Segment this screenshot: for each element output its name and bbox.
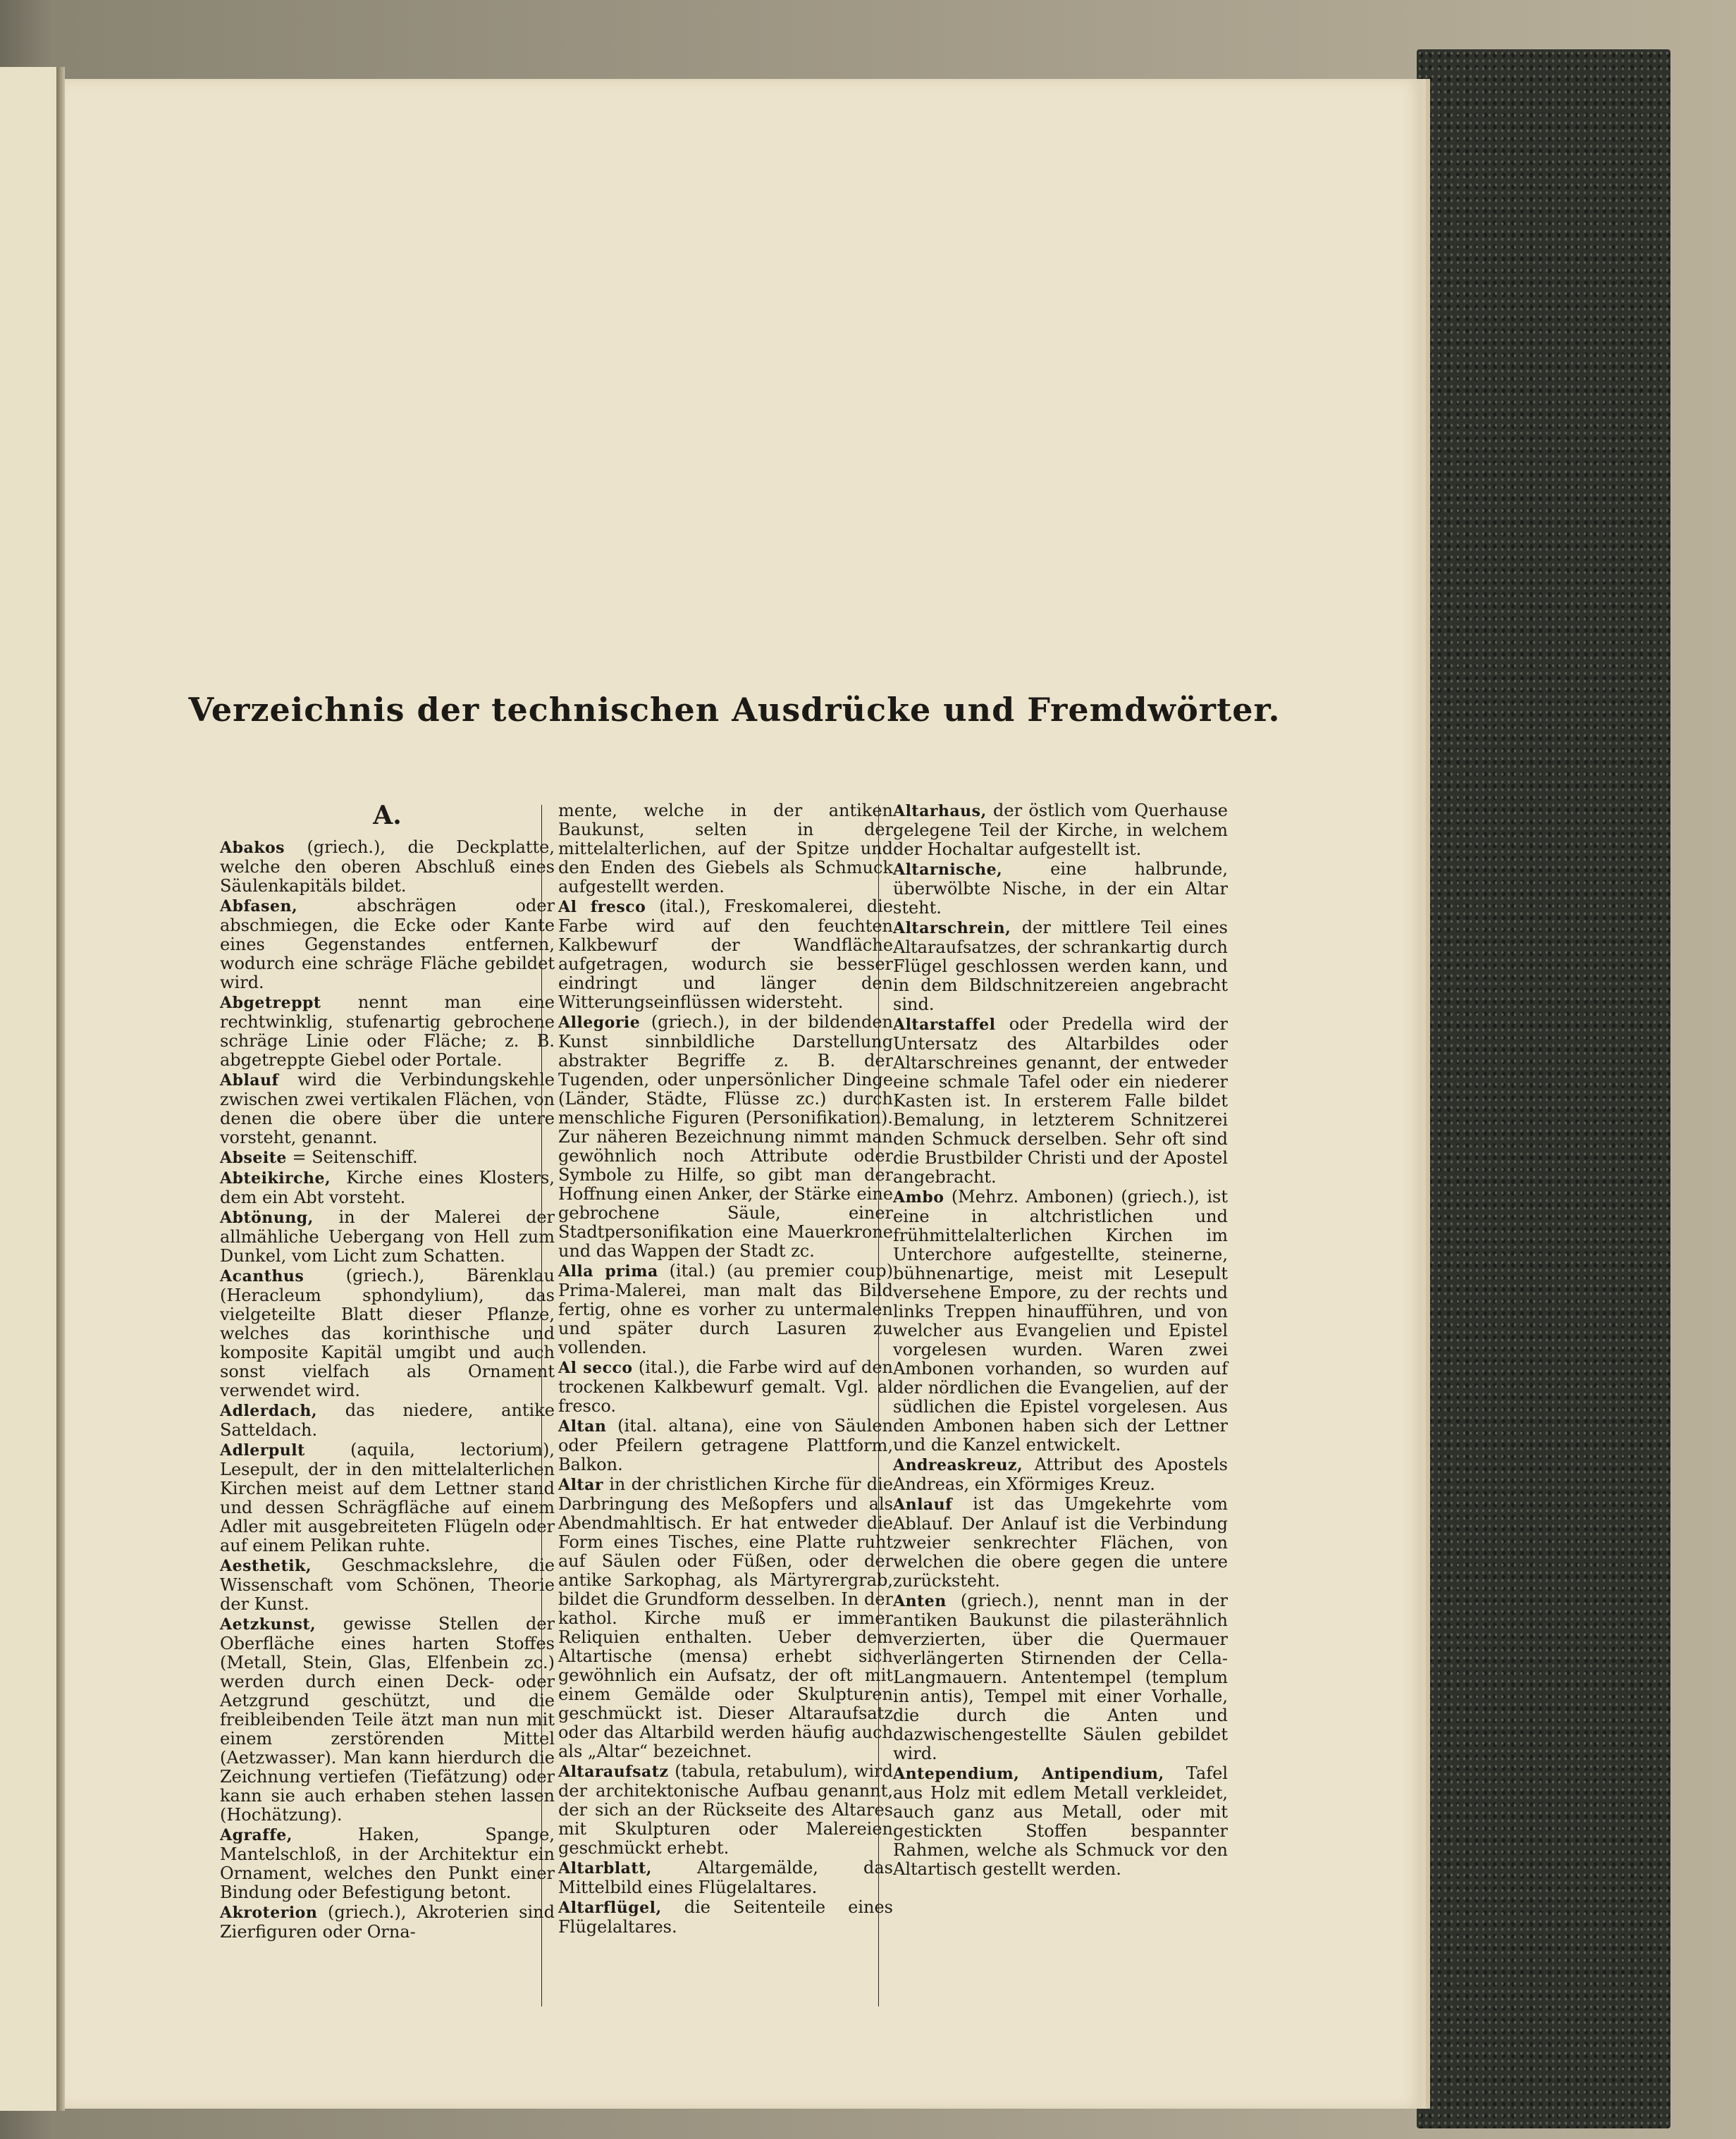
- entry-term: Anlauf: [893, 1496, 953, 1514]
- entry-definition: ist das Umgekehrte vom Ablauf. Der Anlauf ist die Verbindung zweier senkrechter Flächen, von welchen die obere gegen die untere zurücksteht.: [893, 1494, 1228, 1591]
- entry-definition: Geschmackslehre, die Wissenschaft vom Schönen, Theorie der Kunst.: [220, 1555, 555, 1614]
- column-1: [220, 801, 555, 1942]
- entry-term: Allegorie: [558, 1013, 641, 1032]
- entry-definition: eine halbrunde, überwölbte Nische, in der ein Altar steht.: [893, 859, 1228, 918]
- left-page-edge: [0, 67, 58, 2111]
- entry-term: Aesthetik,: [220, 1557, 312, 1575]
- entry-definition: nennt man eine rechtwinklig, stufenartig gebrochene schräge Linie oder Fläche; z. B. abgetreppte Giebel oder Portale.: [220, 992, 555, 1070]
- entry-definition: = Seitenschiff.: [292, 1147, 418, 1167]
- glossary-entry: [558, 1475, 893, 1761]
- entry-definition: (aquila, lectorium), Lesepult, der in den mittelalterlichen Kirchen meist auf dem Lettner stand und dessen Schrägfläche auf einem Adler mit ausgebreiteten Flügeln oder auf einem Pelikan ruhte.: [220, 1440, 555, 1555]
- entry-definition: Tafel aus Holz mit edlem Metall verkleidet, auch ganz aus Metall, oder mit gestickten Stoffen bespannter Rahmen, welche als Schmuck vor den Altartisch gestellt werden.: [893, 1763, 1228, 1879]
- glossary-entry: [893, 860, 1228, 918]
- glossary-entry: [893, 1188, 1228, 1455]
- entry-term: Anten: [893, 1592, 947, 1610]
- glossary-entry: [893, 1764, 1228, 1879]
- entry-list: [893, 801, 1228, 1879]
- entry-term: Altarflügel,: [558, 1899, 662, 1917]
- entry-definition: abschrägen oder abschmiegen, die Ecke oder Kante eines Gegenstandes entfernen, wodurch eine schräge Fläche gebildet wird.: [220, 896, 555, 992]
- column-3: [893, 801, 1228, 1880]
- entry-definition: (ital. altana), eine von Säulen oder Pfeilern getragene Plattform, Balkon.: [558, 1416, 893, 1474]
- entry-term: Agraffe,: [220, 1826, 293, 1844]
- entry-term: Antependium, Antipendium,: [893, 1765, 1164, 1783]
- entry-definition: oder Predella wird der Untersatz des Altarbildes oder Altarschreines genannt, der entweder eine schmale Tafel oder ein niederer Kasten ist. In ersterem Falle bildet Bemalung, in letzterem Schnitzerei den Schmuck derselben. Sehr oft sind die Brustbilder Christi und der Apostel angebracht.: [893, 1014, 1228, 1187]
- entry-definition: Altargemälde, das Mittelbild eines Flügelaltares.: [558, 1858, 893, 1897]
- entry-term: Adlerpult: [220, 1441, 305, 1460]
- entry-term: Abteikirche,: [220, 1169, 331, 1188]
- entry-term: Abseite: [220, 1149, 287, 1167]
- glossary-entry: [220, 1148, 555, 1168]
- entry-term: Akroterion: [220, 1904, 318, 1922]
- glossary-entry: [893, 1495, 1228, 1591]
- entry-term: Altarblatt,: [558, 1859, 652, 1878]
- entry-definition: (griech.), Bärenklau (Heracleum sphondylium), das vielgeteilte Blatt dieser Pflanze, welches das korinthische und komposite Kapitäl umgibt und auch sonst vielfach als Ornament verwendet wird.: [220, 1266, 555, 1400]
- glossary-entry: [220, 1071, 555, 1147]
- entry-definition: (ital.), Freskomalerei, die Farbe wird auf den feuchten Kalkbewurf der Wandfläche aufgetragen, wodurch sie besser eindringt und länger den Witterungseinflüssen widersteht.: [558, 896, 893, 1012]
- glossary-entry: [220, 838, 555, 896]
- glossary-entry: [893, 801, 1228, 859]
- entry-definition: Kirche eines Klosters, dem ein Abt vorsteht.: [220, 1168, 555, 1207]
- entry-definition: (griech.), in der bildenden Kunst sinnbildliche Darstellung abstrakter Begriffe z. B. der Tugenden, oder unpersönlicher Dinge (Länder, Städte, Flüsse zc.) durch menschliche Figuren (Personifikation). Zur näheren Bezeichnung nimmt man gewöhnlich noch Attribute oder Symbole zu Hilfe, so gibt man der Hoffnung einen Anker, der Stärke eine gebrochene Säule, einer Stadtpersonifikation eine Mauerkrone und das Wappen der Stadt zc.: [558, 1012, 893, 1261]
- entry-definition: (tabula, retabulum), wird der architektonische Aufbau genannt, der sich an der Rückseite des Altares mit Skulpturen oder Malereien geschmückt erhebt.: [558, 1761, 893, 1858]
- entry-term: Adlerdach,: [220, 1402, 318, 1420]
- entry-definition: (griech.), Akroterien sind Zierfiguren oder Orna-: [220, 1902, 555, 1942]
- book-page: [65, 79, 1422, 2109]
- entry-term: Al fresco: [558, 898, 646, 916]
- entry-definition: Haken, Spange, Mantelschloß, in der Architektur ein Ornament, welches den Punkt einer Bindung oder Befestigung betont.: [220, 1825, 555, 1902]
- entry-term: Abakos: [220, 839, 285, 857]
- glossary-entry: [220, 993, 555, 1070]
- glossary-entry: [893, 918, 1228, 1014]
- entry-definition: die Seitenteile eines Flügelaltares.: [558, 1897, 893, 1937]
- entry-definition: wird die Verbindungskehle zwischen zwei vertikalen Flächen, von denen die obere über die untere vorsteht, genannt.: [220, 1070, 555, 1147]
- entry-definition: gewisse Stellen der Oberfläche eines harten Stoffes (Metall, Stein, Glas, Elfenbein zc.) werden durch einen Deck- oder Aetzgrund geschützt, und die freibleibenden Teile ätzt man nun mit einem zerstörenden Mittel (Aetzwasser). Man kann hierdurch die Zeichnung vertiefen (Tiefätzung) oder kann sie auch erhaben stehen lassen (Hochätzung).: [220, 1614, 555, 1825]
- glossary-entry: [220, 1556, 555, 1614]
- entry-definition: das niedere, antike Satteldach.: [220, 1400, 555, 1440]
- glossary-entry: [558, 1358, 893, 1416]
- entry-definition: (ital.), die Farbe wird auf den trockenen Kalkbewurf gemalt. Vgl. al fresco.: [558, 1357, 893, 1416]
- entry-term: Andreaskreuz,: [893, 1456, 1023, 1474]
- entry-term: Ablauf: [220, 1071, 279, 1090]
- glossary-entry: [220, 1903, 555, 1942]
- entry-definition: der mittlere Teil eines Altaraufsatzes, der schrankartig durch Flügel geschlossen werden kann, und in dem Bildschnitzereien angebracht sind.: [893, 918, 1228, 1014]
- entry-definition: (ital.) (au premier coup) Prima-Malerei, man malt das Bild fertig, ohne es vorher zu untermalen und später durch Lasuren zu vollenden.: [558, 1261, 893, 1357]
- glossary-entry: [220, 1825, 555, 1902]
- glossary-entry: [893, 1591, 1228, 1763]
- section-letter: A.: [373, 801, 402, 830]
- glossary-entry: [558, 1417, 893, 1474]
- entry-term: Altan: [558, 1417, 607, 1436]
- glossary-entry: [220, 1266, 555, 1400]
- glossary-entry: [220, 1441, 555, 1555]
- book-cover-edge: [1417, 49, 1670, 2128]
- glossary-entry: [558, 1858, 893, 1897]
- entry-definition: (Mehrz. Ambonen) (griech.), ist eine in altchristlichen und frühmittelalterlichen Kirchen im Unterchore aufgestellte, steinerne, bühnenartige, meist mit Lesepult versehene Empore, zu der rechts und links Treppen hinaufführen, und von welcher aus Evangelien und Epistel vorgelesen wurden. Waren zwei Ambonen vorhanden, so wurden auf der nördlichen die Evangelien, auf der südlichen die Epistel vorgelesen. Aus den Ambonen haben sich der Lettner und die Kanzel entwickelt.: [893, 1187, 1228, 1455]
- glossary-entry: [893, 1015, 1228, 1187]
- glossary-entry: [220, 1615, 555, 1825]
- entry-list: [220, 838, 555, 1942]
- entry-definition: in der christlichen Kirche für die Darbringung des Meßopfers und als Abendmahltisch. Er hat entweder die Form eines Tisches, eine Platte ruht auf Säulen oder Füßen, oder der antike Sarkophag, als Märtyrergrab, bildet die Grundform desselben. In der kathol. Kirche muß er immer Reliquien enthalten. Ueber dem Altartische (mensa) erhebt sich gewöhnlich ein Aufsatz, der oft mit einem Gemälde oder Skulpturen geschmückt ist. Dieser Altaraufsatz oder das Altarbild werden häufig auch als „Altar“ bezeichnet.: [558, 1474, 893, 1761]
- glossary-entry: [220, 1401, 555, 1440]
- glossary-entry: [220, 896, 555, 992]
- entry-term: Ambo: [893, 1188, 944, 1207]
- entry-definition: (griech.), nennt man in der antiken Baukunst die pilasterähnlich verzierten, über die Quermauer verlängerten Stirnenden der Cella-Langmauern. Antentempel (templum in antis), Tempel mit einer Vorhalle, die durch die Anten und dazwischengestellte Säulen gebildet wird.: [893, 1591, 1228, 1763]
- entry-term: Altarstaffel: [893, 1016, 996, 1034]
- entry-term: Abfasen,: [220, 897, 298, 916]
- entry-definition: Attribut des Apostels Andreas, ein Xförmiges Kreuz.: [893, 1455, 1228, 1494]
- entry-term: Acanthus: [220, 1267, 304, 1286]
- entry-term: Aetzkunst,: [220, 1615, 316, 1634]
- entry-term: Altarhaus,: [893, 802, 987, 820]
- spine-gutter: [56, 67, 65, 2111]
- continued-text: mente, welche in der antiken Baukunst, selten in der mittelalterlichen, auf der Spitze und den Enden des Giebels als Schmuck aufgestellt werden.: [558, 801, 893, 896]
- entry-term: Altarnische,: [893, 861, 1003, 879]
- entry-definition: (griech.), die Deckplatte, welche den oberen Abschluß eines Säulenkapitäls bildet.: [220, 837, 555, 896]
- glossary-entry: [220, 1208, 555, 1266]
- glossary-entry: [558, 1262, 893, 1357]
- entry-term: Abgetreppt: [220, 994, 321, 1012]
- column-2: [558, 801, 893, 1937]
- entry-term: Al secco: [558, 1359, 633, 1377]
- glossary-entry: [893, 1455, 1228, 1494]
- glossary-entry: [220, 1169, 555, 1207]
- glossary-entry: [558, 1013, 893, 1261]
- page-title: Verzeichnis der technischen Ausdrücke und Fremdwörter.: [188, 691, 1281, 729]
- entry-term: Abtönung,: [220, 1209, 314, 1227]
- glossary-entry: [558, 1898, 893, 1937]
- entry-list: [558, 897, 893, 1937]
- entry-term: Altar: [558, 1476, 603, 1494]
- entry-definition: der östlich vom Querhause gelegene Teil der Kirche, in welchem der Hochaltar aufgestellt ist.: [893, 801, 1228, 859]
- glossary-entry: [558, 1762, 893, 1858]
- entry-term: Altaraufsatz: [558, 1763, 669, 1781]
- glossary-entry: [558, 897, 893, 1012]
- entry-term: Altarschrein,: [893, 919, 1011, 937]
- entry-term: Alla prima: [558, 1262, 658, 1281]
- entry-definition: in der Malerei der allmähliche Uebergang von Hell zum Dunkel, vom Licht zum Schatten.: [220, 1207, 555, 1266]
